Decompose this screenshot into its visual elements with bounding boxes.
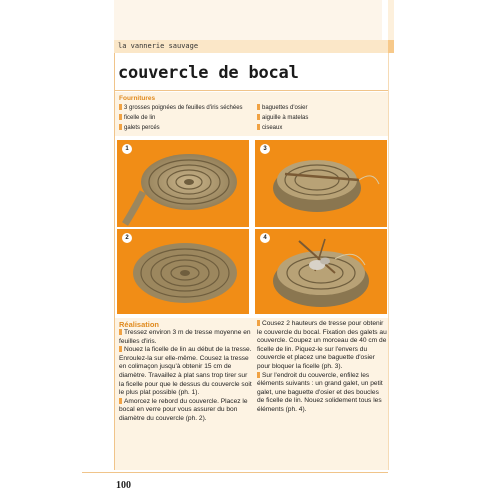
photo-number-badge: 1 [122,144,132,154]
photo-step-4 [255,229,387,314]
top-decor-band [114,0,382,40]
bullet-square-icon [119,104,122,110]
photo-step-1 [117,140,249,227]
coil-flat-illustration [117,140,249,227]
supply-item: 3 grosses poignées de feuilles d'iris séchées [119,104,243,111]
bullet-square-icon [257,114,260,120]
instruction-paragraph: Cousez 2 hauteurs de tresse pour obtenir le couvercle du bocal. Fixation des galets au couvercle. Coupez un morceau de 40 cm de ficelle de lin. Piquez-le sur l'envers du couvercle et placez une baguette d'osier pour bloquer la ficelle (ph. 3). [257,320,387,370]
photo-step-3 [255,140,387,227]
bullet-square-icon [119,329,122,335]
lid-with-stick-illustration [255,140,387,227]
bullet-square-icon [257,372,260,378]
instructions-column-right [257,320,387,415]
instruction-paragraph: Nouez la ficelle de lin au début de la tresse. Enroulez-la sur elle-même. Cousez la tresse en colimaçon jusqu'à obtenir 15 cm de diamètre. Travaillez à plat sans trop tirer sur la ficelle pour que le dessus du couvercle soit le plus plat possible (ph. 1). [119,346,252,397]
photo-step-2 [117,229,249,314]
bullet-square-icon [119,124,122,130]
section-label: la vannerie sauvage [118,42,199,50]
footer-rule [82,472,388,473]
bullet-square-icon [257,320,260,326]
bullet-square-icon [257,124,260,130]
section-header-accent [388,40,394,53]
page-title: couvercle de bocal [118,63,299,83]
photo-number-badge: 3 [260,144,270,154]
instructions-heading: Réalisation [119,320,160,329]
supply-item: ciseaux [257,124,282,131]
bullet-square-icon [119,346,122,352]
supply-item: baguettes d'osier [257,104,308,111]
instructions-column-left [119,329,253,424]
supplies-heading: Fournitures [119,95,156,102]
photo-number-badge: 4 [260,233,270,243]
bullet-square-icon [119,114,122,120]
instruction-paragraph: Tressez environ 3 m de tresse moyenne en feuilles d'iris. [119,329,251,345]
supply-item: ficelle de lin [119,114,155,121]
page-number: 100 [116,480,131,491]
instruction-paragraph: Amorcez le rebord du couvercle. Placez le bocal en verre pour vous assurer du bon diamètre du couvercle (ph. 2). [119,397,248,422]
supply-item: aiguille à matelas [257,114,308,121]
bullet-square-icon [119,398,122,404]
right-margin-rule [388,53,389,470]
instruction-paragraph: Sur l'endroit du couvercle, enfilez les éléments suivants : un grand galet, un petit galet, une baguette d'osier et des boucles de ficelle de lin. Nouez solidement tous les éléments (ph. 4). [257,371,383,413]
title-divider [114,90,388,91]
coil-rim-illustration [117,229,249,314]
bullet-square-icon [257,104,260,110]
top-decor-band-right [388,0,394,40]
supply-item: galets percés [119,124,160,131]
finished-lid-illustration [255,229,387,314]
photo-number-badge: 2 [122,233,132,243]
